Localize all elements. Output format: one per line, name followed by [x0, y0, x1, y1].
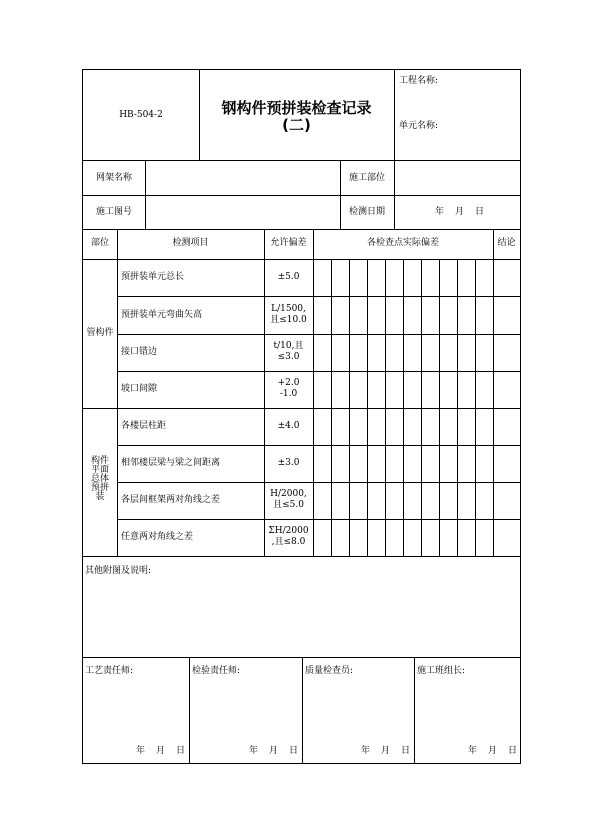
date-month: 月 — [455, 207, 465, 217]
row-tolerance: ,且≤8.0 — [271, 537, 306, 547]
signature-label: 质量检查员: — [305, 666, 354, 676]
sig-year: 年 — [136, 746, 146, 756]
rule — [83, 556, 520, 557]
row-tolerance: H/2000, — [270, 489, 307, 499]
row-item: 相邻楼层梁与梁之间距离 — [121, 458, 221, 468]
row-tolerance: L/1500, — [271, 304, 306, 314]
sig-year: 年 — [249, 746, 259, 756]
rule — [83, 195, 520, 196]
row-tolerance: 且≤5.0 — [273, 500, 304, 510]
sig-month: 月 — [156, 746, 166, 756]
date-day: 日 — [475, 207, 485, 217]
rule — [117, 519, 520, 520]
rule — [457, 259, 458, 556]
row-item: 各楼层柱距 — [121, 421, 167, 431]
row-item: 接口错边 — [121, 347, 158, 357]
rule — [421, 259, 422, 556]
rule — [83, 259, 520, 260]
rule — [302, 657, 303, 763]
rule — [117, 296, 520, 297]
form-title: 钢构件预拼装检查记录 — [221, 99, 372, 117]
rule — [189, 657, 190, 763]
row-tolerance: ±3.0 — [277, 458, 300, 468]
col-item-header: 检测项目 — [172, 238, 209, 248]
rule — [394, 160, 395, 229]
rule — [83, 408, 520, 409]
sig-month: 月 — [488, 746, 498, 756]
group-pipe-members: 管构件 — [86, 328, 114, 338]
row-tolerance: 且≤10.0 — [270, 315, 307, 325]
row-item: 任意两对角线之差 — [121, 532, 194, 542]
sig-year: 年 — [361, 746, 371, 756]
truss-name-label: 网架名称 — [95, 173, 132, 183]
rule — [340, 160, 341, 229]
row-tolerance: t/10,且 — [273, 341, 304, 351]
rule — [117, 445, 520, 446]
signature-label: 工艺责任师: — [85, 666, 134, 676]
row-item: 预拼装单元总长 — [121, 272, 185, 282]
row-tolerance: ΣH/2000 — [268, 526, 309, 536]
col-deviation-header: 各检查点实际偏差 — [366, 238, 439, 248]
row-item: 各层间框架两对角线之差 — [121, 495, 221, 505]
form-code: HB-504-2 — [119, 110, 163, 120]
col-tolerance-header: 允许偏差 — [270, 238, 307, 248]
rule — [145, 160, 146, 229]
sig-day: 日 — [289, 746, 299, 756]
row-tolerance: ≤3.0 — [277, 352, 300, 362]
rule — [394, 70, 395, 160]
rule — [331, 259, 332, 556]
rule — [414, 657, 415, 763]
rule — [83, 229, 520, 230]
sig-day: 日 — [176, 746, 186, 756]
rule — [117, 371, 520, 372]
rule — [367, 259, 368, 556]
inspection-date-label: 检测日期 — [348, 207, 385, 217]
notes-label: 其他附图及说明: — [85, 566, 152, 576]
row-tolerance: ±4.0 — [277, 421, 300, 431]
signature-label: 施工班组长: — [417, 666, 466, 676]
form-subtitle: (二) — [282, 116, 311, 134]
unit-name-label: 单元名称: — [399, 121, 439, 131]
sig-day: 日 — [508, 746, 518, 756]
drawing-no-label: 施工图号 — [95, 207, 132, 217]
sig-month: 月 — [269, 746, 279, 756]
rule — [83, 160, 520, 161]
col-part-header: 部位 — [90, 238, 109, 248]
rule — [439, 259, 440, 556]
inspection-form — [82, 69, 521, 764]
construction-part-label: 施工部位 — [348, 173, 385, 183]
sig-year: 年 — [468, 746, 478, 756]
sig-day: 日 — [401, 746, 411, 756]
row-tolerance: -1.0 — [279, 389, 298, 399]
row-item: 坡口间隙 — [121, 384, 158, 394]
rule — [403, 259, 404, 556]
rule — [349, 259, 350, 556]
project-name-label: 工程名称: — [399, 76, 439, 86]
rule — [493, 229, 494, 556]
date-year: 年 — [435, 207, 445, 217]
row-tolerance: +2.0 — [277, 378, 300, 388]
rule — [117, 229, 118, 556]
rule — [475, 259, 476, 556]
row-tolerance: ±5.0 — [277, 272, 300, 282]
rule — [117, 334, 520, 335]
group-plane-assembly: 构件平面总体预拼装 — [90, 456, 109, 502]
row-item: 预拼装单元弯曲矢高 — [121, 310, 203, 320]
sig-month: 月 — [381, 746, 391, 756]
rule — [117, 482, 520, 483]
rule — [385, 259, 386, 556]
rule — [313, 229, 314, 556]
signature-label: 检验责任师: — [192, 666, 241, 676]
col-conclusion-header: 结论 — [497, 238, 516, 248]
